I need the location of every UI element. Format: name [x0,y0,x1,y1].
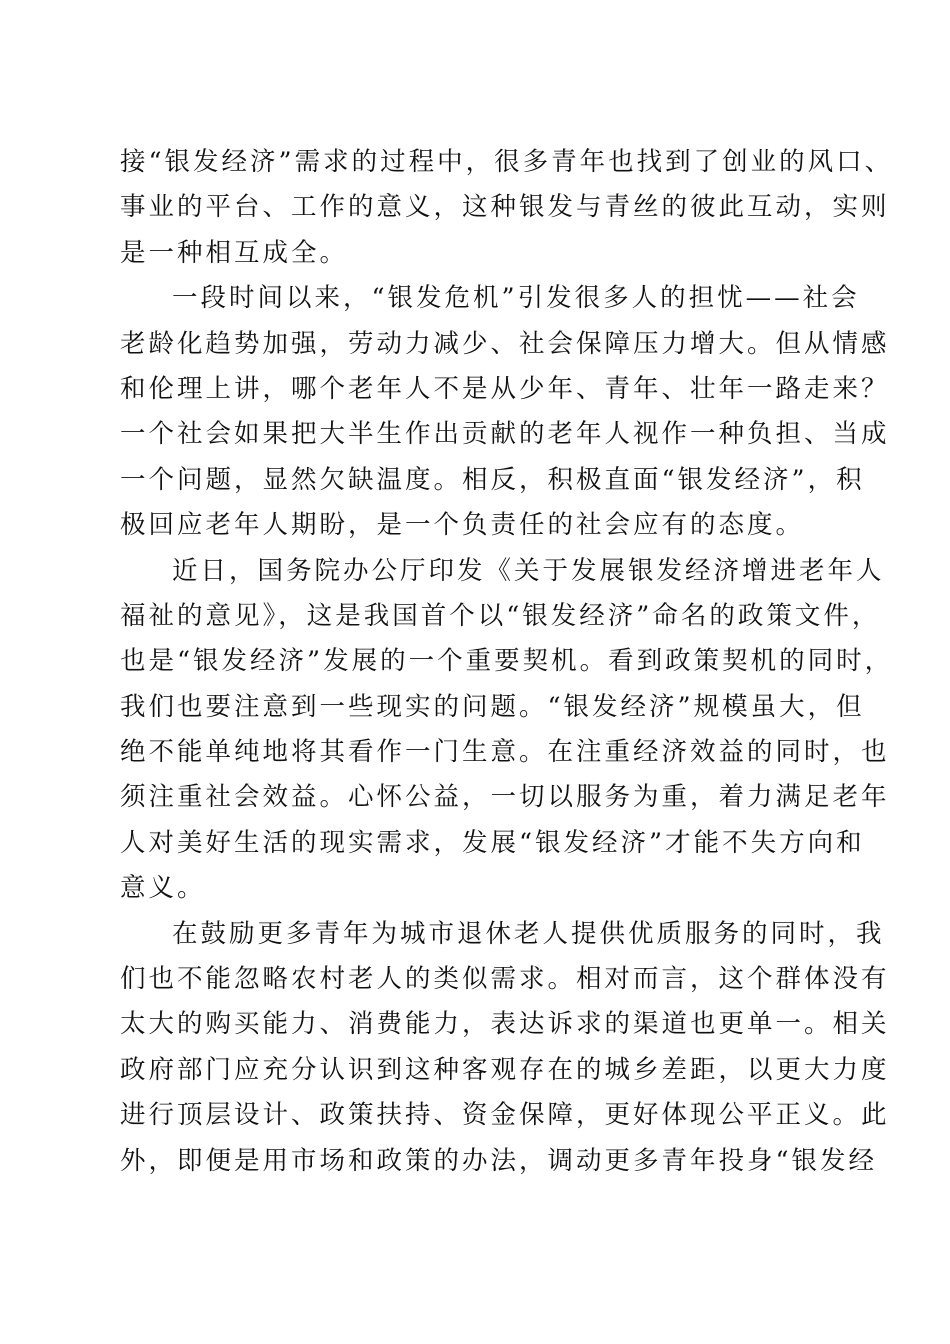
text-line: 一段时间以来，“银发危机”引发很多人的担忧——社会 [172,283,860,314]
text-line: 和伦理上讲，哪个老年人不是从少年、青年、壮年一路走来？ [120,373,890,404]
text-line: 一个社会如果把大半生作出贡献的老年人视作一种负担、当成 [120,419,890,450]
paragraph-2 [120,276,890,548]
text-line: 人对美好生活的现实需求，发展“银发经济”才能不失方向和 [120,827,865,858]
text-line: 近日，国务院办公厅印发《关于发展银发经济增进老年人 [172,555,885,586]
text-line: 极回应老年人期盼，是一个负责任的社会应有的态度。 [120,510,805,541]
paragraph-3 [120,549,894,912]
text-line: 福祉的意见》，这是我国首个以“银发经济”命名的政策文件， [120,600,881,631]
text-line: 一个问题，显然欠缺温度。相反，积极直面“银发经济”，积 [120,464,865,495]
text-line: 事业的平台、工作的意义，这种银发与青丝的彼此互动，实则 [120,192,890,223]
text-line: 意义。 [120,873,206,904]
body-text [120,140,894,1184]
text-line: 政府部门应充分认识到这种客观存在的城乡差距，以更大力度 [120,1054,890,1085]
text-line: 绝不能单纯地将其看作一门生意。在注重经济效益的同时，也 [120,737,890,768]
text-line: 进行顶层设计、政策扶持、资金保障，更好体现公平正义。此 [120,1100,890,1131]
paragraph-1 [120,140,894,276]
text-line: 外，即便是用市场和政策的办法，调动更多青年投身“银发经 [120,1145,878,1176]
text-line: 我们也要注意到一些现实的问题。“银发经济”规模虽大，但 [120,691,865,722]
text-line: 老龄化趋势加强，劳动力减少、社会保障压力增大。但从情感 [120,328,890,359]
text-line: 是一种相互成全。 [120,237,349,268]
text-line: 们也不能忽略农村老人的类似需求。相对而言，这个群体没有 [120,964,890,995]
text-line: 须注重社会效益。心怀公益，一切以服务为重，着力满足老年 [120,782,890,813]
paragraph-4 [120,912,890,1184]
text-line: 太大的购买能力、消费能力，表达诉求的渠道也更单一。相关 [120,1009,890,1040]
text-line: 接“银发经济”需求的过程中，很多青年也找到了创业的风口、 [120,147,894,177]
text-line: 也是“银发经济”发展的一个重要契机。看到政策契机的同时， [120,646,894,677]
text-line: 在鼓励更多青年为城市退休老人提供优质服务的同时，我 [172,918,885,949]
